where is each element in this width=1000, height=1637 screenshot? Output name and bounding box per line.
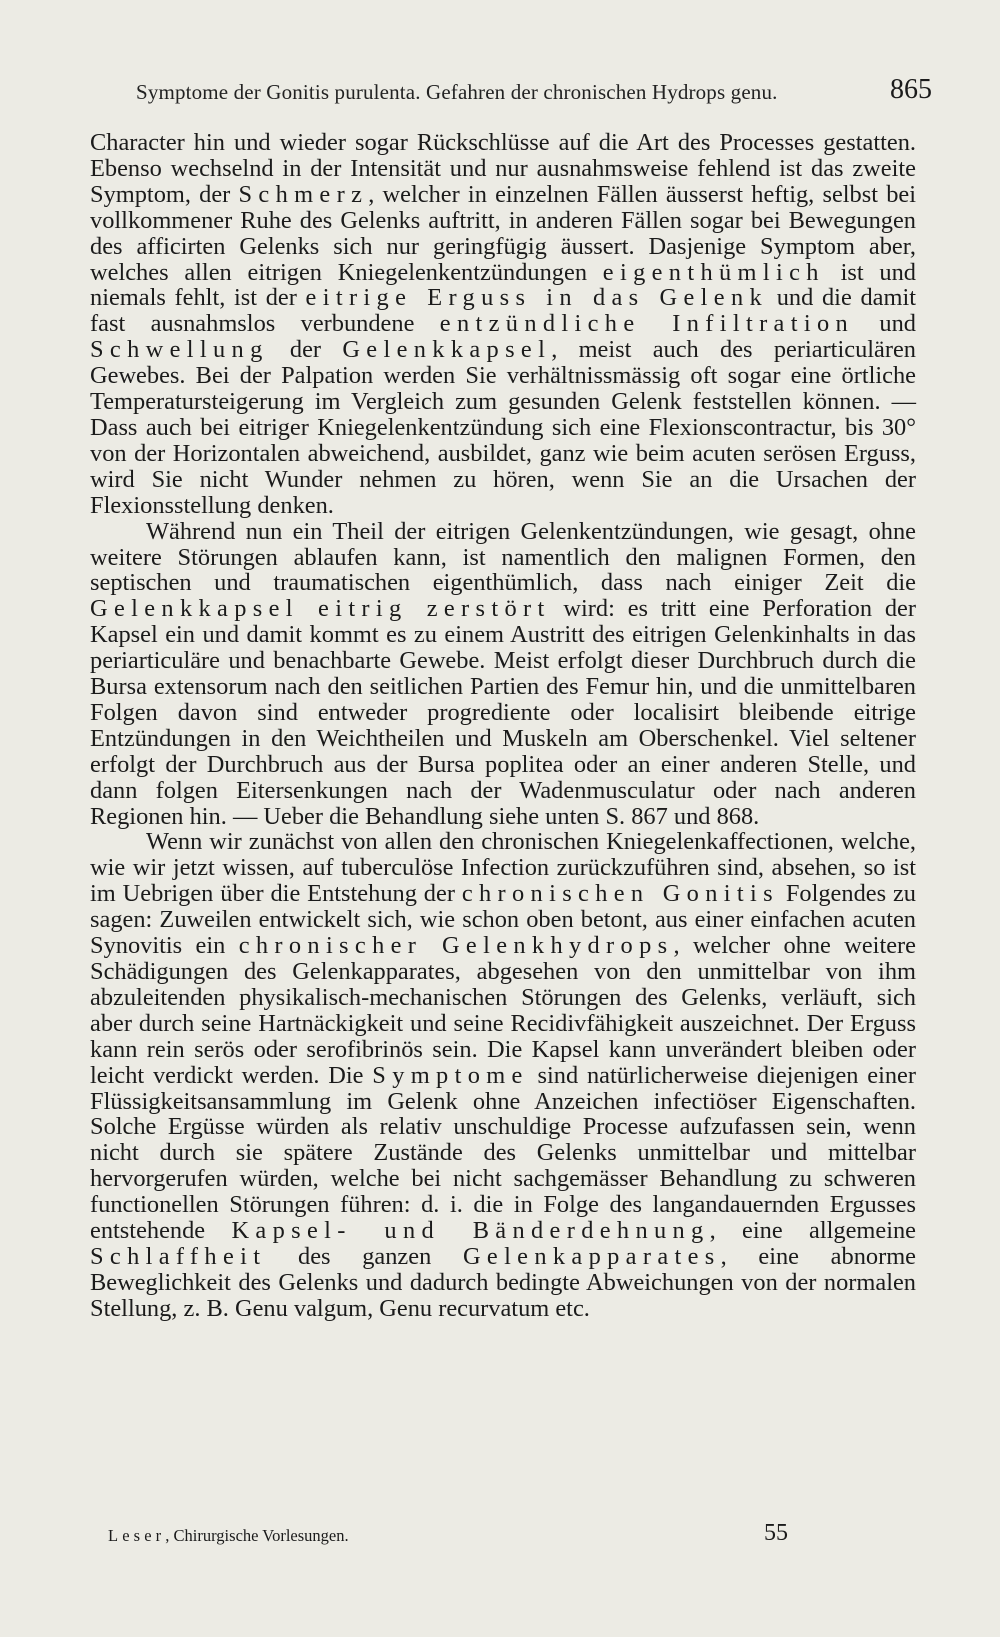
running-title: Symptome der Gonitis purulenta. Gefahren der chronischen Hydrops genu.	[136, 80, 778, 104]
text-run: , meist auch des periarticulären Gewebes. Bei der Palpation werden Sie verhältnissmässig oft sogar eine örtliche Temperatursteigerung im Vergleich zum gesunden Gelenk feststellen können. — Dass auch bei eitriger Kniegelenkentzündung sich eine Flexionscontractur, bis 30° von der Horizontalen abweichend, ausbildet, ganz wie beim acuten serösen Erguss, wird Sie nicht Wunder nehmen zu hören, wenn Sie an die Ursachen der Flexionsstellung denken.	[90, 336, 917, 519]
text-run: und	[854, 310, 916, 338]
emphasized-text: eitrige Erguss in das Gelenk	[305, 284, 769, 312]
text-run: Folgendes zu sagen: Zuweilen entwickelt sich, wie schon oben betont, aus einer einfachen acuten Synovitis ein	[90, 880, 916, 960]
text-run: , welcher in einzelnen Fällen äusserst heftig, selbst bei vollkommener Ruhe des Gelenks auftritt, in anderen Fällen sogar bei Bewegungen des afficirten Gelenks sich nur geringfügig äussert. Dasjenige Symptom aber, welches allen eitrigen Kniegelenkentzündungen	[90, 180, 916, 286]
body-text	[90, 130, 916, 1322]
text-run: , eine abnorme Beweglichkeit des Gelenks und dadurch bedingte Abweichungen von der normalen Stellung, z. B. Genu valgum, Genu recurvatum etc.	[90, 1242, 917, 1322]
emphasized-text: Gelenkkapsel	[342, 336, 552, 364]
emphasized-text: chronischer Gelenkhydrops	[238, 932, 674, 960]
emphasized-text: Schwellung	[90, 336, 269, 364]
emphasized-text: Schlaffheit	[90, 1242, 267, 1270]
text-run: des ganzen	[266, 1242, 463, 1270]
signature-mark: 55	[764, 1520, 788, 1546]
text-run: und die damit fast ausnahmslos verbundene	[90, 284, 916, 338]
emphasized-text: Gelenkapparates	[462, 1242, 721, 1270]
text-run: Während nun ein Theil der eitrigen Gelenkentzündungen, wie gesagt, ohne weitere Störungen ablaufen kann, ist namentlich den malignen Formen, den septischen und traumatischen eigenthümlich, dass nach einiger Zeit die	[90, 517, 916, 597]
text-run: wird: es tritt eine Perforation der Kapsel ein und damit kommt es zu einem Austritt des eitrigen Gelenkinhalts in das periarticuläre und benachbarte Gewebe. Meist erfolgt dieser Durchbruch durch die Bursa extensorum nach den seitlichen Partien des Femur hin, und die unmittelbaren Folgen davon sind entweder progrediente oder localisirt bleibende eitrige Entzündungen in den Weichtheilen und Muskeln am Oberschenkel. Viel seltener erfolgt der Durchbruch aus der Bursa poplitea oder an einer anderen Stelle, und dann folgen Eitersenkungen nach der Wadenmusculatur oder nach anderen Regionen hin. — Ueber die Behandlung siehe unten S. 867 und 868.	[90, 595, 916, 830]
text-run: der	[268, 336, 343, 364]
emphasized-text: Kapsel- und Bänderdehnung	[231, 1217, 710, 1245]
emphasized-text: chronischen Gonitis	[461, 880, 779, 908]
text-run: Wenn wir zunächst von allen den chronischen Kniegelenkaffectionen, welche, wie wir jetzt wissen, auf tuberculöse Infection zurückzuführen sind, absehen, so ist im Uebrigen über die Entstehung der	[90, 828, 916, 908]
text-run: Character hin und wieder sogar Rückschlüsse auf die Art des Processes gestatten. Ebenso wechselnd in der Intensität und nur ausnahmsweise fehlend ist das zweite Symptom, der	[90, 129, 916, 208]
emphasized-text: Schmerz	[238, 180, 369, 208]
running-header	[136, 74, 932, 114]
footer	[108, 1520, 788, 1560]
text-run: sind natürlicherweise diejenigen einer Flüssigkeitsansammlung im Gelenk ohne Anzeichen infectiöser Eigenschaften. Solche Ergüsse würden als relativ unschuldige Processe aufzufassen sein, wenn nicht durch sie spätere Zustände des Gelenks unmittelbar und mittelbar hervorgerufen würden, welche bei nicht sachgemässer Behandlung zu schweren functionellen Störungen führen: d. i. die in Folge des langandauernden Ergusses entstehende	[90, 1061, 916, 1245]
text-run: , eine allgemeine	[709, 1217, 916, 1245]
paragraph	[90, 829, 916, 1321]
text-run: , welcher ohne weitere Schädigungen des Gelenkapparates, abgesehen von den unmittelbar von ihm abzuleitenden physikalisch-mechanischen Störungen des Gelenks, verläuft, sich aber durch seine Hartnäckigkeit und seine Recidivfähigkeit auszeichnet. Der Erguss kann rein serös oder serofibrinös sein. Die Kapsel kann unverändert bleiben oder leicht verdickt werden. Die	[90, 932, 916, 1089]
emphasized-text: Symptome	[372, 1061, 529, 1089]
emphasized-text: entzündliche Infiltration	[439, 310, 855, 338]
paragraph	[90, 519, 916, 830]
footer-book-title: , Chirurgische Vorlesungen.	[165, 1526, 349, 1545]
page-number: 865	[890, 74, 932, 105]
paragraph	[90, 130, 916, 519]
emphasized-text: eigenthümlich	[602, 258, 825, 286]
emphasized-text: Gelenkkapsel eitrig zerstört	[90, 595, 551, 623]
footer-author: Leser	[108, 1526, 166, 1545]
footer-reference	[108, 1526, 349, 1546]
text-run: ist und niemals fehlt, ist der	[90, 258, 916, 312]
